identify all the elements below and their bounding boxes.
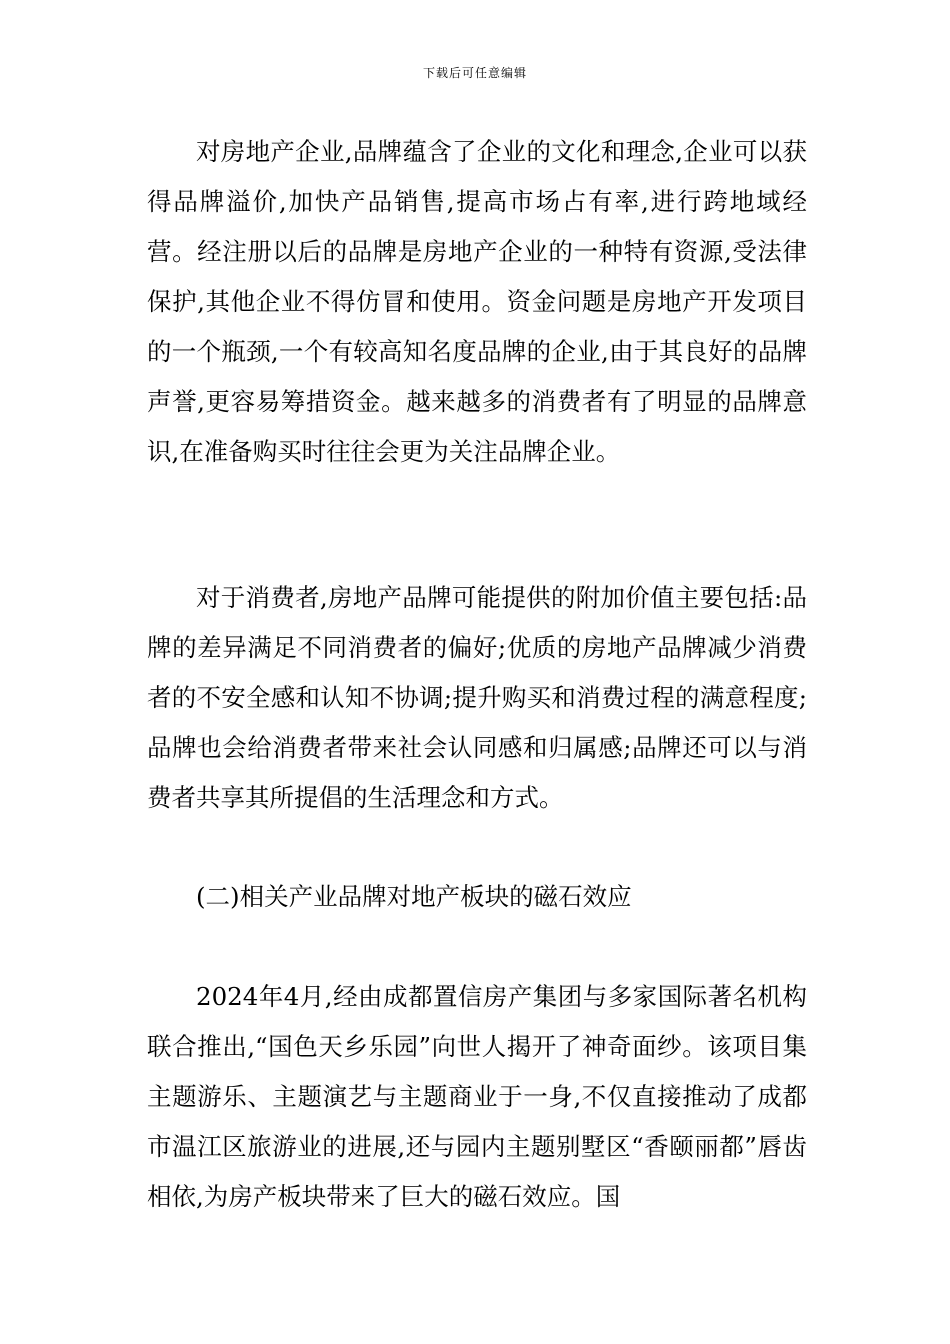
section-heading: (二)相关产业品牌对地产板块的磁石效应 [196, 882, 632, 911]
paragraph-brand-value-consumer: 对于消费者,房地产品牌可能提供的附加价值主要包括:品牌的差异满足不同消费者的偏好;优质的房地产品牌减少消费者的不安全感和认知不协调;提升购买和消费过程的满意程度;品牌也会给消费者带来社会认同感和归属感;品牌还可以与消费者共享其所提倡的生活理念和方式。 [147, 583, 807, 812]
paragraph-brand-value-enterprise: 对房地产企业,品牌蕴含了企业的文化和理念,企业可以获得品牌溢价,加快产品销售,提高市场占有率,进行跨地域经营。经注册以后的品牌是房地产企业的一种特有资源,受法律保护,其他企业不得仿冒和使用。资金问题是房地产开发项目的一个瓶颈,一个有较高知名度品牌的企业,由于其良好的品牌声誉,更容易筹措资金。越来越多的消费者有了明显的品牌意识,在准备购买时往往会更为关注品牌企业。 [147, 137, 807, 466]
page-header: 下载后可任意编辑 [422, 66, 527, 80]
paragraph-case-study: 2024年4月,经由成都置信房产集团与多家国际著名机构联合推出,“国色天乡乐园”向世人揭开了神奇面纱。该项目集主题游乐、主题演艺与主题商业于一身,不仅直接推动了成都市温江区旅游业的进展,还与园内主题别墅区“香颐丽都”唇齿相依,为房产板块带来了巨大的磁石效应。国 [147, 982, 807, 1211]
